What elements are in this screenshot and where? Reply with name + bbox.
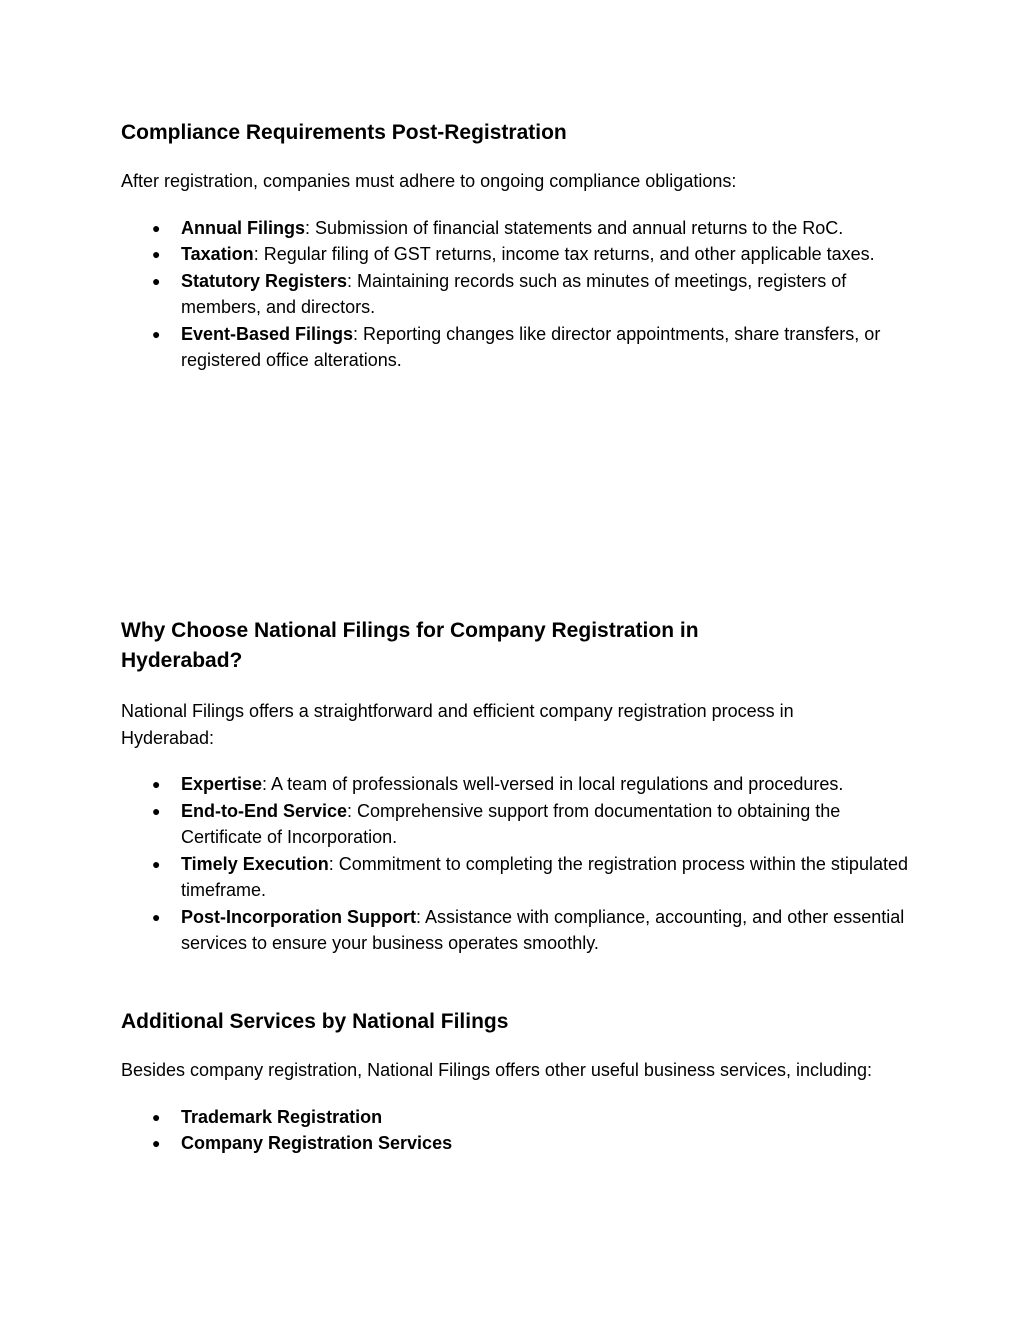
bullet-icon: ●: [152, 855, 161, 872]
bullet-list: [121, 771, 911, 957]
item-description: : Comprehensive support from documentation to obtaining the Certificate of Incorporation.: [181, 800, 841, 847]
bullet-icon: ●: [152, 1108, 161, 1125]
list-item: [121, 321, 911, 374]
list-item: [121, 798, 911, 851]
list-item: [121, 1104, 911, 1131]
item-description: : A team of professionals well-versed in local regulations and procedures.: [262, 774, 844, 794]
bullet-icon: ●: [152, 776, 161, 792]
item-term: Post-Incorporation Support: [181, 906, 416, 927]
item-term: Annual Filings: [181, 217, 305, 238]
item-description: : Commitment to completing the registration process within the stipulated timeframe.: [181, 853, 908, 900]
bullet-icon: ●: [152, 908, 161, 925]
bullet-icon: ●: [152, 802, 161, 819]
list-item: [121, 241, 911, 268]
section-heading: Why Choose National Filings for Company Registration in Hyderabad?: [121, 619, 699, 672]
section-compliance: [121, 118, 911, 374]
list-item: [121, 851, 911, 904]
bullet-icon: ●: [152, 219, 161, 236]
item-term: Event-Based Filings: [181, 323, 354, 344]
item-description: : Assistance with compliance, accounting, and other essential services to ensure your business operates smoothly.: [181, 906, 905, 953]
list-item: [121, 1130, 911, 1157]
list-item: [121, 268, 911, 321]
bullet-icon: ●: [152, 1135, 161, 1151]
bullet-icon: ●: [152, 246, 161, 262]
item-term: Taxation: [181, 244, 254, 264]
item-term: Company Registration Services: [181, 1133, 453, 1153]
item-description: : Regular filing of GST returns, income tax returns, and other applicable taxes.: [253, 244, 875, 264]
item-term: End-to-End Service: [181, 800, 348, 821]
section-intro: After registration, companies must adhere to ongoing compliance obligations:: [121, 171, 737, 191]
section-intro: National Filings offers a straightforward and efficient company registration process in Hyderabad:: [121, 701, 794, 748]
list-item: [121, 771, 861, 798]
section-why-choose: [121, 616, 801, 676]
section-heading: Additional Services by National Filings: [121, 1010, 509, 1033]
item-term: Timely Execution: [181, 853, 329, 874]
item-description: : Reporting changes like director appointments, share transfers, or registered office alterations.: [181, 323, 881, 370]
list-item: [121, 215, 911, 242]
item-description: : Submission of financial statements and annual returns to the RoC.: [305, 217, 844, 238]
item-term: Statutory Registers: [181, 270, 348, 291]
section-additional-services: [121, 1007, 911, 1157]
item-description: : Maintaining records such as minutes of meetings, registers of members, and directors.: [181, 270, 847, 317]
section-intro: Besides company registration, National Filings offers other useful business services, including:: [121, 1060, 873, 1080]
bullet-icon: ●: [152, 272, 161, 289]
bullet-list: [121, 1104, 911, 1157]
list-item: [121, 904, 911, 957]
item-term: Trademark Registration: [181, 1106, 383, 1127]
bullet-icon: ●: [152, 325, 161, 342]
item-term: Expertise: [181, 774, 263, 794]
bullet-list: [121, 215, 911, 374]
section-why-choose-body: [121, 698, 911, 957]
section-heading: Compliance Requirements Post-Registration: [121, 121, 567, 144]
